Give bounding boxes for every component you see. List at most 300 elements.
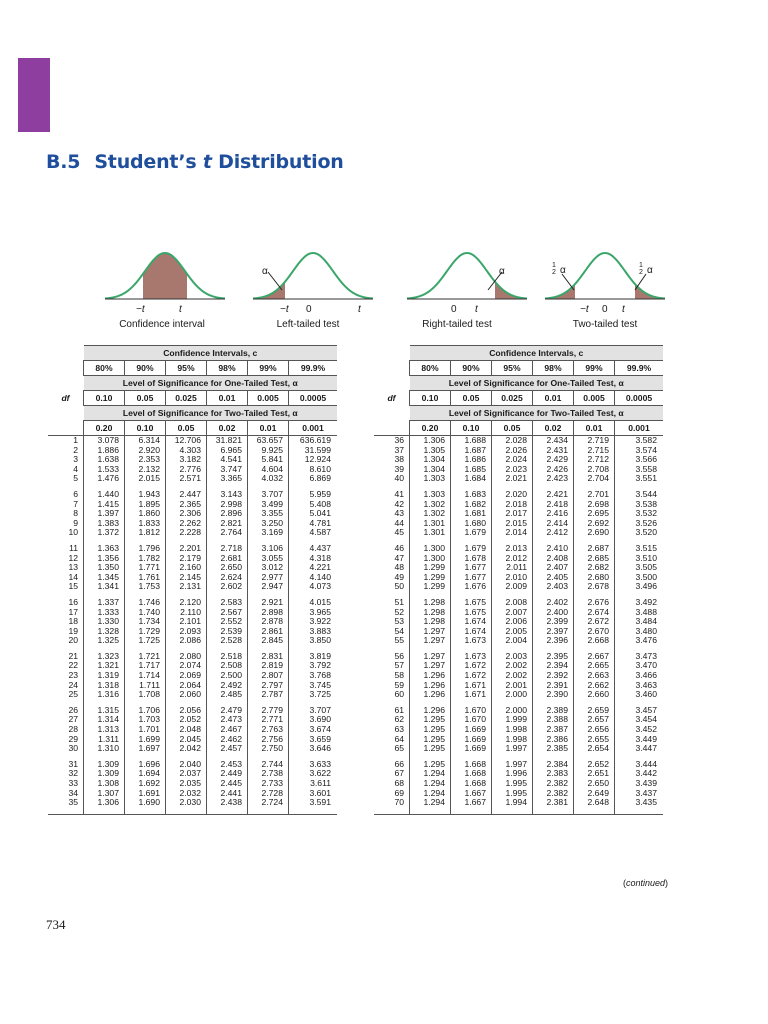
df-value: 58: [394, 670, 404, 681]
t-value: 1.306: [410, 436, 451, 446]
t-value: 2.571: [166, 474, 207, 490]
t-value: 3.499: [248, 500, 289, 510]
t-value: 1.740: [125, 608, 166, 618]
t-value: 2.665: [574, 661, 615, 671]
right-tailed-curve: [402, 246, 532, 326]
df-value: 25: [68, 689, 78, 700]
df-value: 37: [394, 444, 404, 455]
df-value: 12: [68, 552, 78, 563]
fraction-numerator: 1: [552, 262, 556, 269]
table-row: [48, 474, 337, 490]
t-value: 1.680: [451, 519, 492, 529]
t-value: 3.484: [615, 617, 664, 627]
t-value: 1.692: [125, 779, 166, 789]
t-value: 3.444: [615, 760, 664, 770]
t-value: 1.679: [451, 544, 492, 554]
t-value: 1.476: [84, 474, 125, 490]
t-value: 2.652: [574, 760, 615, 770]
t-value: 2.663: [574, 671, 615, 681]
df-value: 39: [394, 463, 404, 474]
t-value: 3.551: [615, 474, 664, 490]
t-value: 63.657: [248, 436, 289, 446]
t-value: 2.733: [248, 779, 289, 789]
t-value: 2.657: [574, 715, 615, 725]
t-value: 1.345: [84, 573, 125, 583]
t-value: 1.296: [410, 681, 451, 691]
caption-right-tailed: Right-tailed test: [422, 319, 492, 330]
table-row: [374, 582, 663, 598]
header-value: 0.10: [84, 391, 125, 406]
t-value: 1.676: [451, 582, 492, 598]
t-value: 4.032: [248, 474, 289, 490]
df-value: 6: [73, 488, 78, 499]
t-value: 1.678: [451, 554, 492, 564]
t-value: 2.421: [533, 490, 574, 500]
header-value: 0.02: [533, 421, 574, 436]
t-value: 2.719: [574, 436, 615, 446]
df-value: 21: [68, 650, 78, 661]
df-value: 9: [73, 517, 78, 528]
t-value: 1.701: [125, 725, 166, 735]
t-value: 1.761: [125, 573, 166, 583]
t-value: 1.300: [410, 554, 451, 564]
header-value: 0.10: [451, 421, 492, 436]
df-value: 8: [73, 508, 78, 519]
df-spacer: [374, 361, 410, 376]
t-value: 3.510: [615, 554, 664, 564]
t-value: 1.341: [84, 582, 125, 598]
t-value: 2.704: [574, 474, 615, 490]
t-value: 2.896: [207, 509, 248, 519]
t-value: 1.694: [125, 769, 166, 779]
t-value: 2.776: [166, 465, 207, 475]
alpha-pointer: [268, 272, 282, 290]
t-value: 2.003: [492, 652, 533, 662]
t-value: 31.821: [207, 436, 248, 446]
t-value: 3.883: [289, 627, 338, 637]
t-value: 1.311: [84, 735, 125, 745]
t-value: 1.670: [451, 715, 492, 725]
t-value: 1.330: [84, 617, 125, 627]
t-value: 3.182: [166, 455, 207, 465]
t-value: 3.439: [615, 779, 664, 789]
t-value: 2.000: [492, 690, 533, 706]
title-pre: Student’s: [94, 151, 203, 173]
header-value: 80%: [410, 361, 451, 376]
t-value: 3.106: [248, 544, 289, 554]
t-value: 2.402: [533, 598, 574, 608]
t-value: 2.024: [492, 455, 533, 465]
normal-curve: [407, 253, 527, 298]
t-value: 1.860: [125, 509, 166, 519]
df-value: 46: [394, 542, 404, 553]
t-value: 1.681: [451, 509, 492, 519]
t-value: 2.676: [574, 598, 615, 608]
t-value: 2.998: [207, 500, 248, 510]
t-value: 1.672: [451, 671, 492, 681]
t-value: 3.466: [615, 671, 664, 681]
t-value: 1.667: [451, 789, 492, 799]
t-value: 1.309: [84, 760, 125, 770]
t-value: 1.301: [410, 519, 451, 529]
t-value: 2.145: [166, 573, 207, 583]
df-value: 50: [394, 581, 404, 592]
two-tailed-header-row: [374, 406, 663, 421]
t-value: 3.591: [289, 798, 338, 814]
t-value: 2.035: [166, 779, 207, 789]
t-value: 1.677: [451, 563, 492, 573]
t-value: 5.408: [289, 500, 338, 510]
t-value: 3.470: [615, 661, 664, 671]
neg-t-label: −t: [280, 304, 289, 315]
t-value: 2.306: [166, 509, 207, 519]
df-value: 68: [394, 778, 404, 788]
t-value: 2.687: [574, 544, 615, 554]
t-value: 2.756: [248, 735, 289, 745]
df-value: 10: [68, 527, 78, 538]
t-value: 1.304: [410, 465, 451, 475]
table-row: [48, 582, 337, 598]
t-value: 1.682: [451, 500, 492, 510]
df-value: 62: [394, 714, 404, 725]
t-value: 1.706: [125, 706, 166, 716]
t-value: 3.496: [615, 582, 664, 598]
t-value: 3.725: [289, 690, 338, 706]
right-tail-shaded-region: [495, 282, 527, 299]
t-value: 2.738: [248, 769, 289, 779]
t-value: 1.299: [410, 582, 451, 598]
t-value: 1.672: [451, 661, 492, 671]
t-value: 2.682: [574, 563, 615, 573]
t-value: 1.337: [84, 598, 125, 608]
header-value: 0.01: [533, 391, 574, 406]
header-value: 99.9%: [289, 361, 338, 376]
t-value: 2.518: [207, 652, 248, 662]
confidence-interval-curve: [100, 246, 230, 326]
header-value: 80%: [84, 361, 125, 376]
t-value: 4.587: [289, 528, 338, 544]
t-value: 4.221: [289, 563, 338, 573]
t-value: 3.659: [289, 735, 338, 745]
neg-t-label: −t: [580, 304, 589, 315]
t-value: 2.052: [166, 715, 207, 725]
t-value: 2.386: [533, 735, 574, 745]
t-value: 2.920: [125, 446, 166, 456]
t-value: 2.508: [207, 661, 248, 671]
t-value: 3.480: [615, 627, 664, 637]
t-value: 2.040: [166, 760, 207, 770]
t-value: 1.350: [84, 563, 125, 573]
t-value: 2.399: [533, 617, 574, 627]
t-value: 1.669: [451, 725, 492, 735]
t-value: 2.391: [533, 681, 574, 691]
t-value: 1.294: [410, 769, 451, 779]
t-value: 3.582: [615, 436, 664, 446]
t-label: t: [475, 304, 478, 315]
df-header: df: [387, 393, 396, 403]
header-value: 0.005: [574, 391, 615, 406]
t-table-right: [374, 345, 663, 815]
t-value: 2.080: [166, 652, 207, 662]
right-table-body: [374, 436, 663, 815]
page-number: 734: [46, 917, 66, 932]
df-value: 38: [394, 454, 404, 465]
t-value: 2.649: [574, 789, 615, 799]
t-value: 2.026: [492, 446, 533, 456]
t-value: 1.771: [125, 563, 166, 573]
t-value: 2.014: [492, 528, 533, 544]
t-value: 1.994: [492, 798, 533, 814]
t-value: 1.638: [84, 455, 125, 465]
t-value: 3.566: [615, 455, 664, 465]
t-value: 2.011: [492, 563, 533, 573]
t-value: 1.300: [410, 544, 451, 554]
zero-label: 0: [602, 304, 608, 315]
df-value: 63: [394, 724, 404, 735]
t-value: 3.442: [615, 769, 664, 779]
left-table-body: [48, 436, 337, 815]
t-table-left: [48, 345, 337, 815]
t-value: 2.396: [533, 636, 574, 652]
t-value: 4.781: [289, 519, 338, 529]
t-value: 3.601: [289, 789, 338, 799]
t-value: 2.670: [574, 627, 615, 637]
t-value: 2.387: [533, 725, 574, 735]
t-value: 2.423: [533, 474, 574, 490]
t-value: 2.397: [533, 627, 574, 637]
continued-text: continued: [626, 878, 666, 888]
df-value: 70: [374, 798, 410, 814]
fraction-denominator: 2: [639, 269, 643, 276]
header-value: 0.05: [492, 421, 533, 436]
df-value: 56: [394, 650, 404, 661]
t-value: 3.965: [289, 608, 338, 618]
t-value: 3.012: [248, 563, 289, 573]
t-value: 3.457: [615, 706, 664, 716]
t-value: 2.353: [125, 455, 166, 465]
left-tail-shaded-region: [545, 284, 575, 299]
t-value: 2.382: [533, 779, 574, 789]
ci-levels-row: [48, 361, 337, 376]
table-row: [48, 690, 337, 706]
t-value: 1.533: [84, 465, 125, 475]
t-value: 3.435: [615, 798, 664, 814]
df-value: 53: [394, 616, 404, 627]
t-value: 2.394: [533, 661, 574, 671]
t-value: 1.302: [410, 500, 451, 510]
header-value: 0.10: [125, 421, 166, 436]
t-value: 4.073: [289, 582, 338, 598]
df-value: 42: [394, 498, 404, 509]
t-value: 1.309: [84, 769, 125, 779]
table-row: [48, 744, 337, 760]
t-value: 1.298: [410, 617, 451, 627]
t-value: 2.405: [533, 573, 574, 583]
t-value: 2.365: [166, 500, 207, 510]
t-value: 2.977: [248, 573, 289, 583]
t-value: 4.318: [289, 554, 338, 564]
df-value: 16: [68, 596, 78, 607]
t-value: 1.673: [451, 652, 492, 662]
right-tail-shaded-region: [635, 284, 665, 299]
df-value: 7: [73, 498, 78, 509]
df-spacer: [374, 421, 410, 436]
t-value: 1.298: [410, 608, 451, 618]
header-value: 95%: [166, 361, 207, 376]
two-tailed-header: Level of Significance for Two-Tailed Test, α: [410, 406, 664, 421]
df-value: 44: [394, 517, 404, 528]
t-value: 1.812: [125, 528, 166, 544]
df-value: 60: [394, 689, 404, 700]
t-value: 2.698: [574, 500, 615, 510]
t-value: 1.383: [84, 519, 125, 529]
t-value: 2.750: [248, 744, 289, 760]
t-value: 1.318: [84, 681, 125, 691]
t-value: 2.724: [248, 798, 289, 814]
t-value: 1.669: [451, 735, 492, 745]
t-value: 2.384: [533, 760, 574, 770]
t-value: 3.515: [615, 544, 664, 554]
t-value: 1.321: [84, 661, 125, 671]
t-value: 1.995: [492, 779, 533, 789]
t-value: 3.447: [615, 744, 664, 760]
df-value: 29: [68, 733, 78, 744]
t-value: 4.140: [289, 573, 338, 583]
t-value: 1.670: [451, 706, 492, 716]
t-value: 2.201: [166, 544, 207, 554]
t-value: 2.462: [207, 735, 248, 745]
t-value: 2.002: [492, 671, 533, 681]
df-value: 36: [374, 436, 410, 446]
df-value: 30: [68, 743, 78, 754]
df-header: df: [61, 393, 70, 403]
t-value: 2.457: [207, 744, 248, 760]
t-value: 3.365: [207, 474, 248, 490]
t-value: 2.403: [533, 582, 574, 598]
t-value: 2.947: [248, 582, 289, 598]
t-value: 1.674: [451, 627, 492, 637]
t-value: 1.299: [410, 573, 451, 583]
t-value: 1.895: [125, 500, 166, 510]
df-value: 23: [68, 670, 78, 681]
t-value: 3.454: [615, 715, 664, 725]
t-value: 1.297: [410, 652, 451, 662]
header-value: 0.01: [574, 421, 615, 436]
t-value: 2.861: [248, 627, 289, 637]
t-value: 2.567: [207, 608, 248, 618]
t-value: 2.093: [166, 627, 207, 637]
df-value: 69: [394, 787, 404, 798]
t-value: 1.997: [492, 744, 533, 760]
t-value: 2.672: [574, 617, 615, 627]
t-value: 2.678: [574, 582, 615, 598]
t-value: 2.692: [574, 519, 615, 529]
t-value: 1.315: [84, 706, 125, 716]
t-value: 1.679: [451, 528, 492, 544]
t-value: 2.453: [207, 760, 248, 770]
t-value: 1.298: [410, 598, 451, 608]
df-value: 4: [73, 463, 78, 474]
t-value: 2.383: [533, 769, 574, 779]
t-value: 2.674: [574, 608, 615, 618]
t-value: 1.313: [84, 725, 125, 735]
continued-note: (continued): [623, 878, 669, 888]
header-value: 0.0005: [289, 391, 338, 406]
t-value: 2.921: [248, 598, 289, 608]
t-value: 12.706: [166, 436, 207, 446]
t-value: 2.712: [574, 455, 615, 465]
t-value: 2.416: [533, 509, 574, 519]
t-value: 3.538: [615, 500, 664, 510]
t-value: 1.668: [451, 760, 492, 770]
t-value: 2.681: [207, 554, 248, 564]
df-value: 18: [68, 616, 78, 627]
t-value: 2.074: [166, 661, 207, 671]
df-value: 2: [73, 444, 78, 455]
t-value: 3.707: [248, 490, 289, 500]
t-value: 1.684: [451, 474, 492, 490]
t-value: 1.299: [410, 563, 451, 573]
t-value: 1.295: [410, 735, 451, 745]
t-value: 1.999: [492, 715, 533, 725]
t-value: 2.779: [248, 706, 289, 716]
table-row: [374, 474, 663, 490]
df-value: 59: [394, 679, 404, 690]
t-value: 12.924: [289, 455, 338, 465]
one-tailed-header: Level of Significance for One-Tailed Test, α: [410, 376, 664, 391]
t-value: 6.314: [125, 436, 166, 446]
two-tailed-row: [374, 421, 663, 436]
t-value: 2.655: [574, 735, 615, 745]
t-value: 3.633: [289, 760, 338, 770]
page-title: [46, 151, 344, 173]
t-value: 2.132: [125, 465, 166, 475]
one-tailed-header: Level of Significance for One-Tailed Test, α: [84, 376, 338, 391]
t-value: 3.646: [289, 744, 338, 760]
t-value: 1.328: [84, 627, 125, 637]
t-value: 2.381: [533, 798, 574, 814]
t-value: 3.674: [289, 725, 338, 735]
t-value: 1.295: [410, 715, 451, 725]
t-value: 3.745: [289, 681, 338, 691]
t-value: 2.447: [166, 490, 207, 500]
two-tailed-header: Level of Significance for Two-Tailed Test, α: [84, 406, 338, 421]
t-value: 3.792: [289, 661, 338, 671]
t-value: 2.408: [533, 554, 574, 564]
df-value: 41: [394, 488, 404, 499]
t-value: 2.000: [492, 706, 533, 716]
t-value: 3.476: [615, 636, 664, 652]
table-row: [374, 798, 663, 814]
header-value: 95%: [492, 361, 533, 376]
t-value: 2.500: [207, 671, 248, 681]
t-value: 2.010: [492, 573, 533, 583]
t-value: 1.683: [451, 490, 492, 500]
t-value: 1.729: [125, 627, 166, 637]
t-value: 3.460: [615, 690, 664, 706]
df-value: 26: [68, 704, 78, 715]
caption-left-tailed: Left-tailed test: [276, 319, 340, 330]
header-value: 99.9%: [615, 361, 664, 376]
t-value: 1.297: [410, 661, 451, 671]
t-value: 4.541: [207, 455, 248, 465]
zero-label: 0: [451, 304, 457, 315]
t-value: 2.651: [574, 769, 615, 779]
t-value: 1.306: [84, 798, 125, 814]
t-value: 2.056: [166, 706, 207, 716]
t-value: 2.045: [166, 735, 207, 745]
t-value: 2.012: [492, 554, 533, 564]
